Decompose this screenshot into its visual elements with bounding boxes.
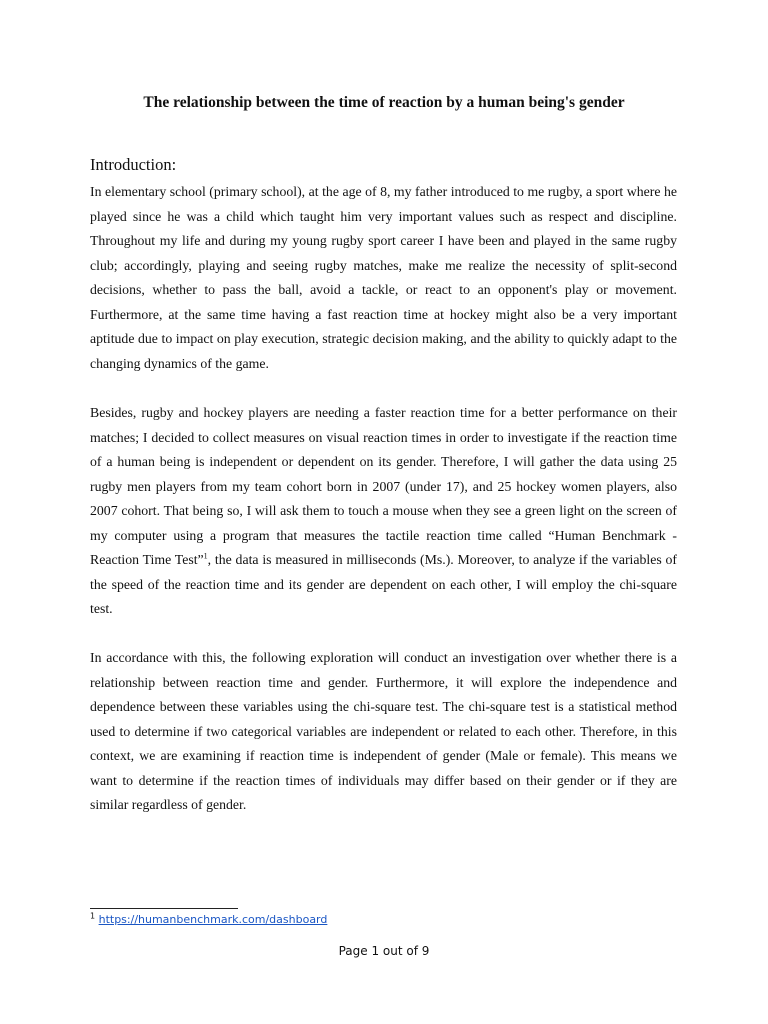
paragraph-3: In accordance with this, the following exploration will conduct an investigation over whether there is a relationship between reaction time and gender. Furthermore, it will explore the independence and dependence between these variables using the chi-square test. The chi-square test is a statistical method used to determine if two categorical variables are independent or related to each other. Therefore, in this context, we are examining if reaction time is independent of gender (Male or female). This means we want to determine if the reaction times of individuals may differ based on their gender or if they are similar regardless of gender.	[90, 650, 677, 812]
paragraph-1: In elementary school (primary school), at the age of 8, my father introduced to me rugby, a sport where he played since he was a child which taught him very important values such as respect and discipline. Throughout my life and during my young rugby sport career I have been and played in the same rugby club; accordingly, playing and seeing rugby matches, make me realize the necessity of split-second decisions, whether to pass the ball, avoid a tackle, or react to an opponent's play or movement. Furthermore, at the same time having a fast reaction time at hockey might also be a very important aptitude due to impact on play execution, strategic decision making, and the ability to quickly adapt to the changing dynamics of the game.	[90, 184, 677, 371]
section-heading: Introduction:	[90, 155, 177, 174]
footnote	[90, 913, 327, 926]
paragraph-2-text-b: , the data is measured in milliseconds (Ms.). Moreover, to analyze if the variables of the speed of the reaction time and its gender are dependent on each other, I will employ the chi-square test.	[90, 552, 677, 616]
page-number: Page 1 out of 9	[338, 944, 430, 958]
footnote-separator	[90, 908, 238, 909]
footnote-link[interactable]: https://humanbenchmark.com/dashboard	[98, 913, 328, 926]
footnote-number: 1	[90, 911, 96, 921]
document-title: The relationship between the time of reaction by a human being's gender	[143, 94, 625, 111]
paragraph-2	[90, 401, 677, 622]
footnote-reference[interactable]: 1	[203, 551, 208, 561]
paragraph-2-text-a: Besides, rugby and hockey players are needing a faster reaction time for a better performance on their matches; I decided to collect measures on visual reaction times in order to investigate if the reaction time of a human being is independent or dependent on its gender. Therefore, I will gather the data using 25 rugby men players from my team cohort born in 2007 (under 17), and 25 hockey women players, also 2007 cohort. That being so, I will ask them to touch a mouse when they see a green light on the screen of my computer using a program that measures the tactile reaction time called “Human Benchmark - Reaction Time Test”	[90, 405, 677, 567]
